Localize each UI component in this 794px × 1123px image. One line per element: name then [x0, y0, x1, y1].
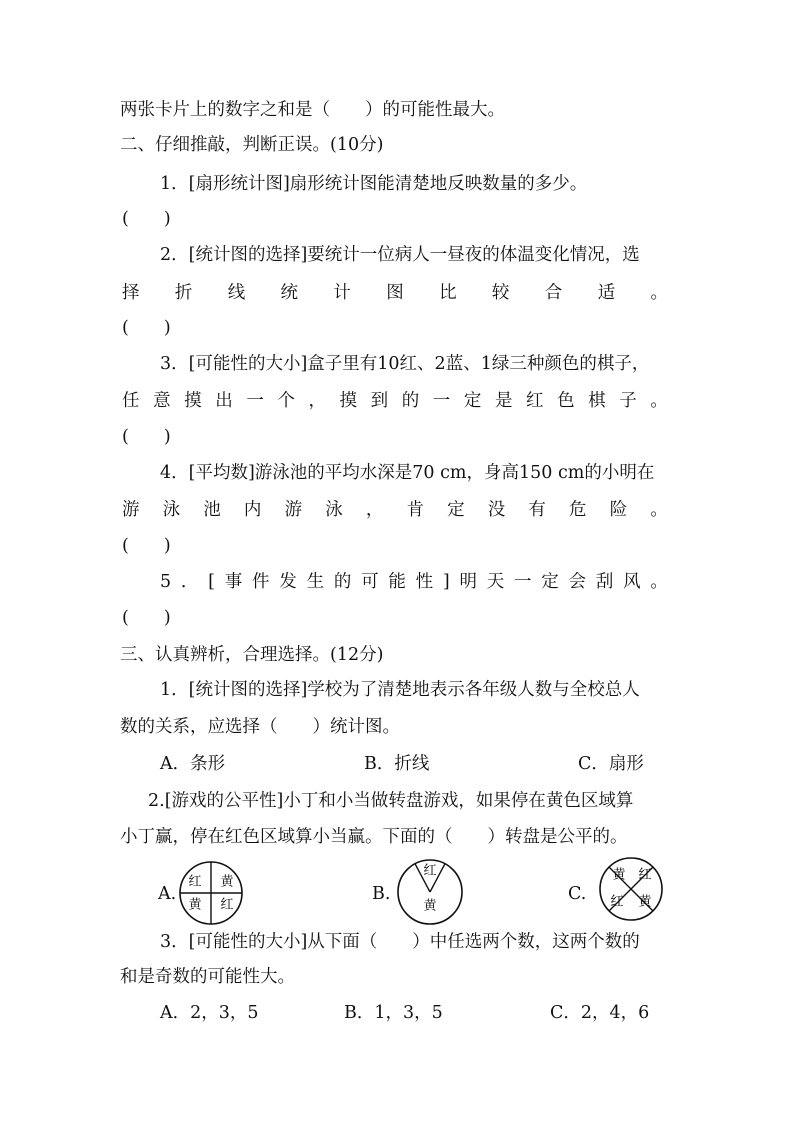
- spread-char: 内: [243, 500, 262, 520]
- judge-q3-line2: [122, 389, 668, 413]
- section-3-title: 三、认真辨析，合理选择。(12分): [120, 645, 384, 665]
- choice-q2-option-c-label[interactable]: C.: [568, 884, 587, 904]
- choice-q1-line1: 1．[统计图的选择]学校为了清楚地表示各年级人数与全校总人: [160, 680, 640, 700]
- spread-char: 比: [439, 283, 457, 303]
- spread-char: 能: [388, 572, 406, 592]
- spread-char: 图: [386, 283, 404, 303]
- spread-char: 发: [279, 572, 297, 592]
- spread-char: 的: [333, 572, 352, 592]
- spread-char: 一: [432, 391, 451, 411]
- choice-q3-line1: 3．[可能性的大小]从下面（ ）中任选两个数，这两个数的: [160, 932, 640, 952]
- choice-q2-option-b-label[interactable]: B.: [372, 884, 391, 904]
- spread-char: 适: [597, 283, 616, 303]
- choice-q3-option-a[interactable]: A．2，3，5: [160, 1003, 259, 1023]
- spread-char: 一: [246, 391, 264, 411]
- spinner-a-label: 黄: [220, 874, 234, 890]
- choice-q1-line2: 数的关系，应选择（ ）统计图。: [120, 717, 400, 737]
- spread-char: 池: [203, 500, 221, 520]
- spread-char: 红: [526, 391, 544, 411]
- choice-q1-option-a[interactable]: A．条形: [160, 754, 226, 774]
- spread-char: 定: [463, 391, 482, 411]
- answer-blank-q5[interactable]: ( ): [122, 608, 171, 628]
- spread-char: 游: [284, 500, 303, 520]
- spread-char: 生: [306, 572, 325, 592]
- answer-blank-q3[interactable]: ( ): [122, 427, 171, 447]
- spread-char: 危: [569, 500, 587, 520]
- spread-char: 合: [544, 283, 563, 303]
- spinner-b-label: 黄: [423, 898, 437, 914]
- choice-q1-option-c[interactable]: C．扇形: [578, 754, 644, 774]
- spread-char: 刮: [595, 572, 614, 592]
- judge-q5: [160, 570, 668, 594]
- spread-char: 定: [447, 500, 465, 520]
- choice-q3-line2: 和是奇数的可能性大。: [120, 967, 295, 987]
- spread-char: [: [208, 572, 215, 592]
- judge-q4-line1: 4．[平均数]游泳池的平均水深是70 cm，身高150 cm的小明在: [160, 463, 655, 483]
- spread-char: 。: [650, 500, 668, 520]
- spinner-c-label: 红: [610, 894, 624, 910]
- spread-char: 风: [623, 572, 641, 592]
- spread-char: ．: [180, 572, 199, 592]
- spread-char: 事: [224, 572, 243, 592]
- spread-char: 。: [650, 572, 668, 592]
- spread-char: ，: [365, 500, 384, 520]
- spread-char: 色: [557, 391, 575, 411]
- spread-char: 是: [494, 391, 513, 411]
- choice-q3-option-b[interactable]: B．1，3，5: [344, 1003, 443, 1023]
- choice-q2-option-a-label[interactable]: A.: [158, 884, 177, 904]
- spread-char: 险: [609, 500, 628, 520]
- spread-char: 泳: [325, 500, 343, 520]
- spread-char: 较: [491, 283, 510, 303]
- spread-char: 没: [487, 500, 506, 520]
- spread-char: 。: [650, 391, 668, 411]
- spinner-b-icon[interactable]: [394, 856, 466, 928]
- choice-q1-option-b[interactable]: B．折线: [364, 754, 430, 774]
- spread-char: 一: [514, 572, 532, 592]
- spread-char: 可: [361, 572, 379, 592]
- spinner-c-icon[interactable]: [596, 854, 666, 924]
- judge-q1: 1．[扇形统计图]扇形统计图能清楚地反映数量的多少。: [160, 174, 588, 194]
- spinner-a-label: 黄: [188, 897, 202, 913]
- spread-char: 择: [122, 283, 140, 303]
- spread-char: 摸: [339, 391, 358, 411]
- answer-blank-q2[interactable]: ( ): [122, 318, 171, 338]
- spinner-c-label: 黄: [638, 894, 652, 910]
- judge-q3-line1: 3．[可能性的大小]盒子里有10红、2蓝、1绿三种颜色的棋子，: [160, 354, 650, 374]
- choice-q2-line2: 小丁赢，停在红色区域算小当赢。下面的（ ）转盘是公平的。: [120, 827, 628, 847]
- spread-char: ]: [442, 572, 450, 592]
- spread-char: 到: [370, 391, 389, 411]
- spread-char: 意: [153, 391, 171, 411]
- spread-char: 泳: [162, 500, 181, 520]
- spread-char: 性: [415, 572, 434, 592]
- spread-char: 出: [215, 391, 233, 411]
- spread-char: 。: [650, 283, 668, 303]
- section-2-title: 二、仔细推敲，判断正误。(10分): [120, 135, 384, 155]
- choice-q2-line1: 2.[游戏的公平性]小丁和小当做转盘游戏，如果停在黄色区域算: [148, 791, 634, 811]
- spread-char: 肯: [406, 500, 424, 520]
- spread-char: 明: [459, 572, 477, 592]
- spread-char: 会: [568, 572, 587, 592]
- spinner-c-label: 黄: [612, 867, 626, 883]
- spinner-a-icon[interactable]: [176, 858, 246, 928]
- spread-char: 5: [160, 572, 172, 592]
- spread-char: 定: [541, 572, 559, 592]
- spread-char: 有: [528, 500, 546, 520]
- spread-char: 棋: [588, 391, 606, 411]
- spinner-b-label: 红: [423, 863, 437, 879]
- spread-char: 任: [122, 391, 140, 411]
- judge-q2-line2: [122, 281, 668, 305]
- spinner-c-label: 红: [638, 867, 652, 883]
- spread-char: 子: [619, 391, 637, 411]
- spinner-a-label: 红: [188, 874, 202, 890]
- spread-char: 统: [280, 283, 299, 303]
- spread-char: 摸: [184, 391, 202, 411]
- spread-char: 计: [333, 283, 351, 303]
- spread-char: 折: [174, 283, 193, 303]
- spinner-a-label: 红: [220, 897, 234, 913]
- spread-char: 游: [122, 500, 140, 520]
- spread-char: 线: [227, 283, 246, 303]
- choice-q3-option-c[interactable]: C．2，4，6: [550, 1003, 650, 1023]
- judge-q2-line1: 2．[统计图的选择]要统计一位病人一昼夜的体温变化情况，选: [160, 245, 640, 265]
- judge-q4-line2: [122, 498, 668, 522]
- spread-char: 件: [252, 572, 270, 592]
- spread-char: 个: [277, 391, 295, 411]
- answer-blank-q4[interactable]: ( ): [122, 536, 171, 556]
- spread-char: 天: [486, 572, 505, 592]
- spread-char: ，: [308, 391, 326, 411]
- answer-blank-q1[interactable]: ( ): [122, 209, 171, 229]
- line-sum-cards: 两张卡片上的数字之和是（ ）的可能性最大。: [120, 100, 505, 120]
- spread-char: 的: [401, 391, 420, 411]
